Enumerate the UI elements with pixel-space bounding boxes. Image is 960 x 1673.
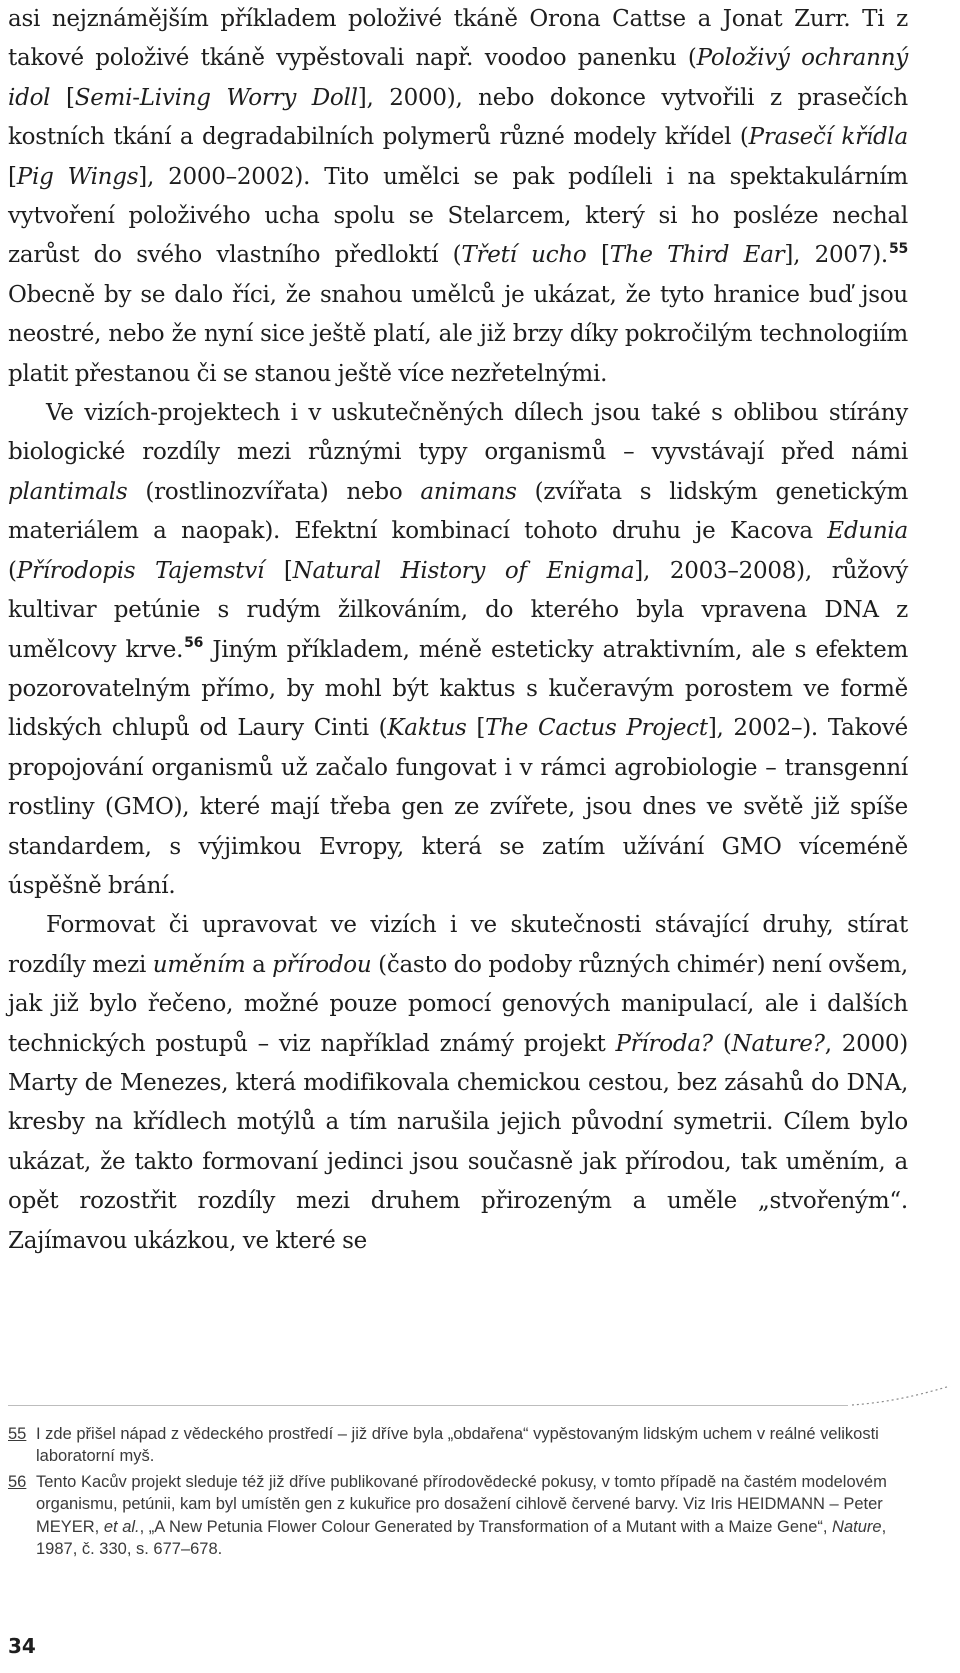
text-run: Formovat či upravovat ve vizích i ve skutečnosti stávající druhy, stírat rozdíly mezi xyxy=(8,912,908,978)
text-run: ], 2000–2002). Tito umělci se pak podíleli i na spektakulárním vytvoření položivého ucha spolu se Stelarcem, který si ho posléze nechal zarůst do svého vlastního předloktí ( xyxy=(8,163,908,269)
work-title: Třetí ucho xyxy=(461,242,587,269)
term: plantimals xyxy=(8,478,128,505)
paragraph-2 xyxy=(8,394,908,906)
footnote-56 xyxy=(8,1471,908,1561)
work-title: Pig Wings xyxy=(16,163,139,190)
work-title: Nature? xyxy=(731,1030,825,1057)
work-title: Přírodopis Tajemství xyxy=(16,557,265,584)
text-run: ], 2003–2008), růžový kultivar petúnie s rudým žilkováním, do kterého byla vpravena DNA z umělcovy krve. xyxy=(8,557,908,663)
text-run: Tento Kacův projekt sleduje též již dříve publikované přírodovědecké pokusy, v tomto případě na častém modelovém organismu, petúnii, kam byl umístěn gen z kukuřice pro dosažení cihlově červené barvy. Viz Iris HEIDMANN – Peter MEYER, xyxy=(36,1472,887,1536)
footnote-text xyxy=(36,1471,908,1561)
text-run: asi nejznámějším příkladem položivé tkáně Orona Cattse a Jonat Zurr. Ti z takové položivé tkáně vypěstovali např. voodoo panenku ( xyxy=(8,6,908,72)
footnote-separator xyxy=(8,1405,848,1406)
page-number: 34 xyxy=(8,1634,36,1658)
text-run: ], 2007). xyxy=(784,242,888,269)
work-title: Kaktus xyxy=(387,715,467,742)
text-run: (často do podoby různých chimér) není ovšem, jak již bylo řečeno, možné pouze pomocí genových manipulací, ale i dalších technických postupů – viz například známý projekt xyxy=(8,951,908,1057)
text-run: ], 2000), nebo dokonce vytvořili z prasečích kostních tkání a degradabilních polymerů různé modely křídel ( xyxy=(8,84,908,151)
work-title: The Cactus Project xyxy=(485,715,708,742)
text-run: [ xyxy=(466,715,486,742)
text-run: ( xyxy=(712,1030,732,1057)
journal-title: Nature xyxy=(832,1517,882,1536)
term: animans xyxy=(420,478,517,505)
text-run: [ xyxy=(586,242,610,269)
text-run: ], 2002–). Takové propojování organismů už začalo fungovat i v rámci agrobiologie – transgenní rostliny (GMO), které mají třeba gen ze zvířete, jsou dnes ve světě již spíše standardem, s výjimkou Evropy, která se zatím užívání GMO víceméně úspěšně brání. xyxy=(8,715,908,899)
work-title: Natural History of Enigma xyxy=(292,557,635,584)
work-title: Položivý ochranný idol xyxy=(8,45,909,111)
footnote-text xyxy=(36,1423,908,1468)
text-run: [ xyxy=(264,557,293,584)
text-run: ( xyxy=(8,557,17,584)
footnote-ref-55[interactable]: 55 xyxy=(888,240,908,257)
paragraph-1 xyxy=(8,0,908,394)
text-run: [ xyxy=(8,163,17,190)
citation-abbrev: et al. xyxy=(103,1517,140,1536)
text-run: Jiným příkladem, méně esteticky atraktivním, ale s efektem pozorovatelným přímo, by mohl být kaktus s kučeravým porostem ve formě lidských chlupů od Laury Cinti ( xyxy=(8,636,909,742)
text-run: , 1987, č. 330, s. 677–678. xyxy=(36,1517,887,1559)
footnotes xyxy=(8,1423,908,1563)
footnote-ref-56[interactable]: 56 xyxy=(184,634,204,651)
term: uměním xyxy=(152,951,246,978)
text-run: , 2000) Marty de Menezes, která modifikovala chemickou cestou, bez zásahů do DNA, kresby na křídlech motýlů a tím narušila jejich původní symetrii. Cílem bylo ukázat, že takto formovaní jedinci jsou současně jak přírodou, tak uměním, a opět rozostřit rozdíly mezi druhem přirozeným a uměle „stvořeným“. Zajímavou ukázkou, ve které se xyxy=(8,1030,908,1254)
separator-flourish xyxy=(850,1384,952,1408)
work-title: The Third Ear xyxy=(609,242,785,269)
work-title: Semi-Living Worry Doll xyxy=(74,84,358,111)
work-title: Edunia xyxy=(827,518,908,545)
text-run: I zde přišel nápad z vědeckého prostředí – již dříve byla „obdařena“ vypěstovaným lidským uchem v reálné velikosti laboratorní myš. xyxy=(36,1425,879,1466)
text-run: , „A New Petunia Flower Colour Generated by Transformation of a Mutant with a Maize Gene“, xyxy=(139,1517,833,1536)
text-run: Ve vizích-projektech i v uskutečněných dílech jsou také s oblibou stírány biologické rozdíly mezi různými typy organismů – vyvstávají před námi xyxy=(8,400,908,466)
footnote-55 xyxy=(8,1423,908,1468)
work-title: Příroda? xyxy=(615,1030,713,1057)
main-text xyxy=(8,0,908,1261)
text-run: (rostlinozvířata) nebo xyxy=(127,478,421,505)
footnote-number: 55 xyxy=(8,1425,27,1443)
text-run: a xyxy=(245,951,273,978)
paragraph-3 xyxy=(8,906,908,1261)
footnote-number: 56 xyxy=(8,1472,27,1491)
text-run: [ xyxy=(50,84,75,111)
work-title: Prasečí křídla xyxy=(748,124,908,151)
text-run: (zvířata s lidským genetickým materiálem a naopak). Efektní kombinací tohoto druhu je Kacova xyxy=(8,478,908,545)
text-run: Obecně by se dalo říci, že snahou umělců je ukázat, že tyto hranice buď jsou neostré, nebo že nyní sice ještě platí, ale již brzy díky pokročilým technologiím platit přestanou či se stanou ještě více nezřetelnými. xyxy=(8,281,908,387)
term: přírodou xyxy=(272,951,372,978)
